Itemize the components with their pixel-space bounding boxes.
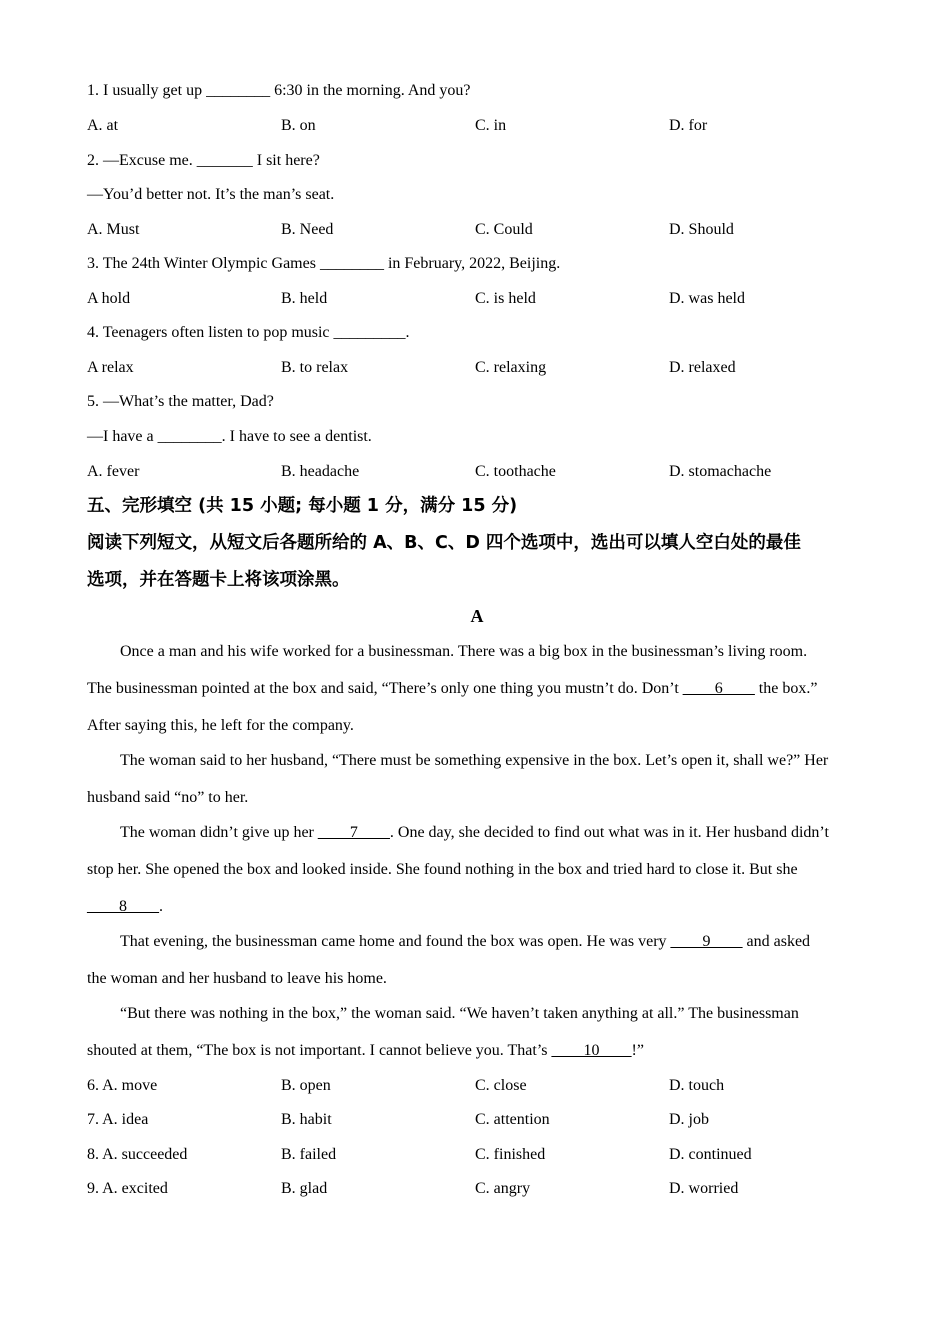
passage-line: husband said “no” to her. (87, 789, 249, 806)
option: C. finished (475, 1146, 546, 1163)
question-5-stem-reply: —I have a ________. I have to see a dentist. (87, 428, 372, 445)
option: C. close (475, 1077, 527, 1094)
passage-text: . One day, she decided to find out what was in it. Her husband didn’t (389, 824, 829, 841)
option: 6. A. move (87, 1077, 158, 1094)
option: A. Must (87, 221, 140, 238)
option: B. Need (281, 221, 334, 238)
question-2-stem: 2. —Excuse me. _______ I sit here? (87, 152, 320, 169)
option: B. held (281, 290, 328, 307)
question-2-stem-reply: —You’d better not. It’s the man’s seat. (87, 186, 335, 203)
option: B. habit (281, 1111, 332, 1128)
option: B. failed (281, 1146, 337, 1163)
passage-line (87, 823, 829, 843)
option: D. was held (669, 290, 745, 307)
passage-text: The businessman pointed at the box and said, “There’s only one thing you mustn’t do. Don’t (87, 680, 683, 697)
question-3-stem: 3. The 24th Winter Olympic Games ________ in February, 2022, Beijing. (87, 255, 561, 272)
question-4-stem: 4. Teenagers often listen to pop music _________. (87, 324, 410, 341)
option: D. relaxed (669, 359, 736, 376)
option: B. headache (281, 463, 360, 480)
passage-line (87, 1041, 644, 1061)
passage-title: A (470, 606, 484, 626)
passage-line (87, 932, 810, 952)
blank-8: ____8____ (87, 898, 159, 915)
section-instruction: 阅读下列短文，从短文后各题所给的 A、B、C、D 四个选项中，选出可以填人空白处的最佳 (87, 533, 801, 553)
passage-line: “But there was nothing in the box,” the woman said. “We haven’t taken anything at all.” The businessman (120, 1005, 799, 1022)
blank-6: ____6____ (682, 680, 755, 697)
option: C. toothache (475, 463, 556, 480)
blank-10: ____10____ (551, 1042, 632, 1059)
option: B. open (281, 1077, 331, 1094)
section-instruction-cont: 选项，并在答题卡上将该项涂黑。 (87, 570, 350, 590)
passage-line: Once a man and his wife worked for a businessman. There was a big box in the businessman’s living room. (120, 643, 808, 660)
option: C. Could (475, 221, 533, 238)
passage-line: The woman said to her husband, “There must be something expensive in the box. Let’s open it, shall we?” Her (120, 752, 829, 769)
option: A. at (87, 117, 119, 134)
question-5-stem: 5. —What’s the matter, Dad? (87, 393, 274, 410)
blank-7: ____7____ (317, 824, 390, 841)
option: C. is held (475, 290, 536, 307)
option: 7. A. idea (87, 1111, 149, 1128)
passage-text: and asked (742, 933, 811, 950)
option: B. on (281, 117, 316, 134)
blank-9: ____9____ (670, 933, 743, 950)
section-heading: 五、完形填空 (共 15 小题; 每小题 1 分，满分 15 分) (87, 496, 518, 516)
option: D. worried (669, 1180, 739, 1197)
question-1-stem: 1. I usually get up ________ 6:30 in the morning. And you? (87, 82, 471, 99)
passage-text: The woman didn’t give up her (120, 824, 318, 841)
option: A hold (87, 290, 131, 307)
option: 9. A. excited (87, 1180, 168, 1197)
passage-line: stop her. She opened the box and looked inside. She found nothing in the box and tried hard to close it. But she (87, 861, 798, 878)
passage-line (87, 679, 817, 699)
passage-text: . (159, 898, 163, 915)
passage-line: the woman and her husband to leave his home. (87, 970, 387, 987)
option: D. stomachache (669, 463, 772, 480)
passage-line: After saying this, he left for the company. (87, 717, 354, 734)
passage-text: the box.” (754, 680, 818, 697)
option: C. attention (475, 1111, 550, 1128)
passage-text: That evening, the businessman came home and found the box was open. He was very (120, 933, 671, 950)
option: C. angry (475, 1180, 531, 1197)
option: B. to relax (281, 359, 349, 376)
passage-text: !” (631, 1042, 644, 1059)
option: A relax (87, 359, 134, 376)
option: D. Should (669, 221, 734, 238)
option: C. in (475, 117, 507, 134)
option: D. continued (669, 1146, 752, 1163)
option: A. fever (87, 463, 140, 480)
option: 8. A. succeeded (87, 1146, 188, 1163)
option: D. job (669, 1111, 709, 1128)
passage-line (87, 897, 163, 917)
option: D. touch (669, 1077, 725, 1094)
option: D. for (669, 117, 708, 134)
option: C. relaxing (475, 359, 547, 376)
option: B. glad (281, 1180, 328, 1197)
passage-text: shouted at them, “The box is not important. I cannot believe you. That’s (87, 1042, 552, 1059)
